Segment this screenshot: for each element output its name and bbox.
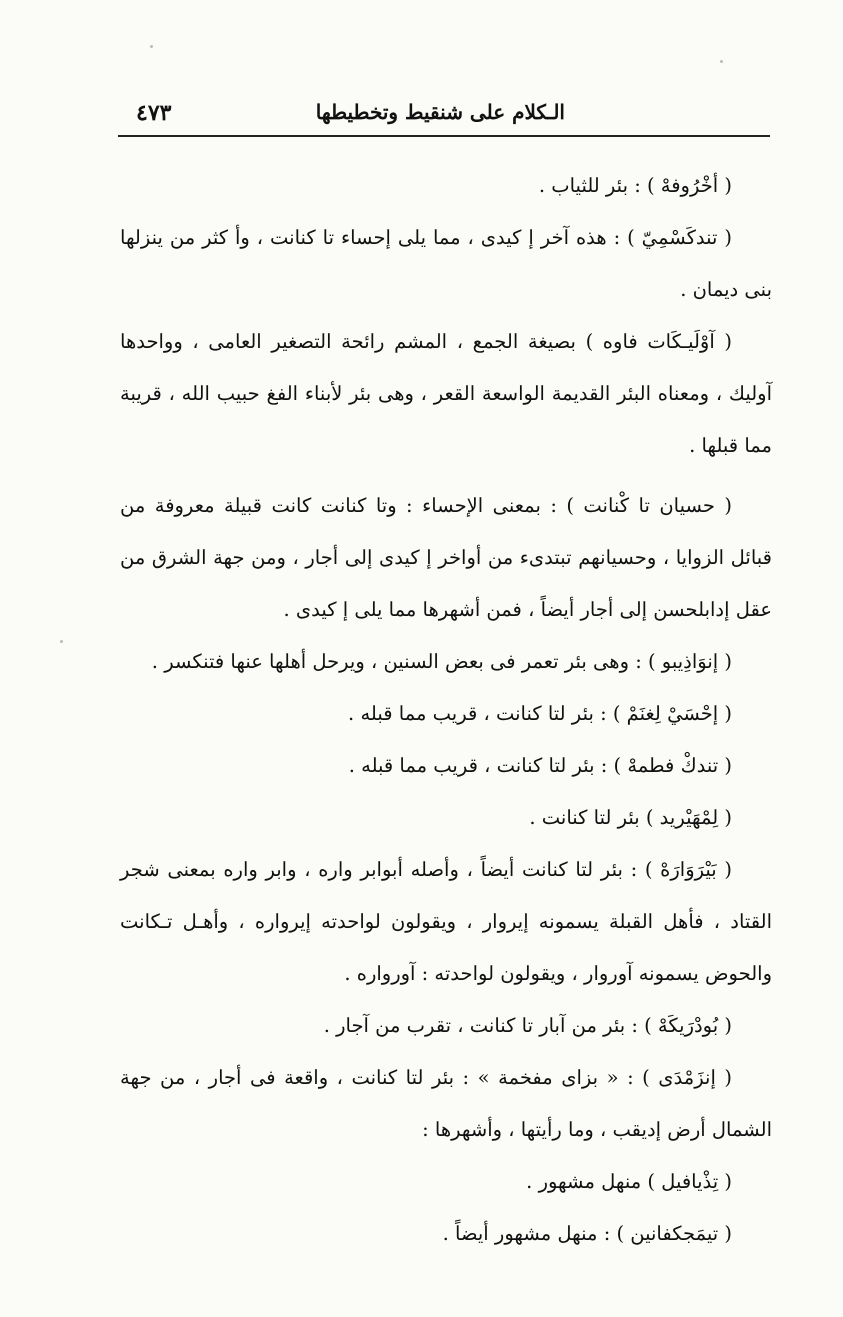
- header-rule: [118, 135, 770, 137]
- paper-speck: [720, 60, 723, 63]
- paragraph-hasyan-takanant: ( حسيان تا كْنانت ) : بمعنى الإحساء : وتا كنانت كانت قبيلة معروفة من قبائل الزوايا ، وحسيانهم تبتدىء من أواخر إ كيدى إلى أجار ، ومن جهة الشرق من عقل إدابلحسن إلى أجار أيضاً ، فمن أشهرها مما يلى إ كيدى .: [120, 494, 772, 621]
- paragraph-bayrawarah: ( بَيْرَوَارَهْ ) : بئر لتا كنانت أيضاً ، وأصله أبوابر واره ، وابر واره بمعنى شجر القتاد ، فأهل القبلة يسمونه إيروار ، ويقولون لواحدته إيرواره ، وأهـل تـكانت والحوض يسمونه آوروار ، ويقولون لواحدته : آورواره .: [120, 858, 772, 985]
- paragraph-awlikat-fawah: ( آوْلَيـكَات فاوه ) بصيغة الجمع ، المشم رائحة التصغير العامى ، وواحدها آوليك ، ومعناه البئر القديمة الواسعة القعر ، وهى بئر لأبناء الفغ حبيب الله ، قريبة مما قبلها .: [120, 330, 772, 457]
- paper-speck: [150, 45, 153, 48]
- paragraph-budrikah: ( بُودْرَيكَهْ ) : بئر من آبار تا كنانت ، تقرب من آجار .: [323, 1014, 732, 1037]
- paragraph-timajkafanin: ( تيمَجكفانين ) : منهل مشهور أيضاً .: [442, 1222, 732, 1245]
- paragraph-ihsay-lighanam: ( إحْسَيْ لِغنَمْ ) : بئر لتا كنانت ، قريب مما قبله .: [348, 702, 732, 725]
- running-head: الـكلام على شنقيط وتخطيطها: [315, 100, 565, 124]
- page-number: ٤٧٣: [136, 100, 172, 126]
- paragraph-tandak-fatmah: ( تندكْ فطمهْ ) : بئر لتا كنانت ، قريب مما قبله .: [348, 754, 732, 777]
- paragraph-inwadhibu: ( إنوَاذِيبو ) : وهى بئر تعمر فى بعض السنين ، ويرحل أهلها عنها فتنكسر .: [151, 650, 732, 673]
- paragraph-akhrufah: ( أخْرُوفهْ ) : بئر للثياب .: [538, 174, 732, 197]
- paragraph-tandaksimi: ( تندكَسْمِيّ ) : هذه آخر إ كيدى ، مما يلى إحساء تا كنانت ، وأ كثر من ينزلها بنى ديمان .: [120, 226, 772, 301]
- paper-speck: [60, 640, 63, 643]
- paragraph-limhayrid: ( لِمْهَيْريد ) بئر لتا كنانت .: [529, 806, 732, 829]
- paragraph-inzamday: ( إنزَمْدَى ) : « بزاى مفخمة » : بئر لتا كنانت ، واقعة فى أجار ، من جهة الشمال أرض إديقب ، وما رأيتها ، وأشهرها :: [120, 1066, 772, 1141]
- page-header: [118, 100, 770, 134]
- body-text: [120, 160, 772, 1260]
- paragraph-tidhyafil: ( تِذْيافيل ) منهل مشهور .: [526, 1170, 732, 1193]
